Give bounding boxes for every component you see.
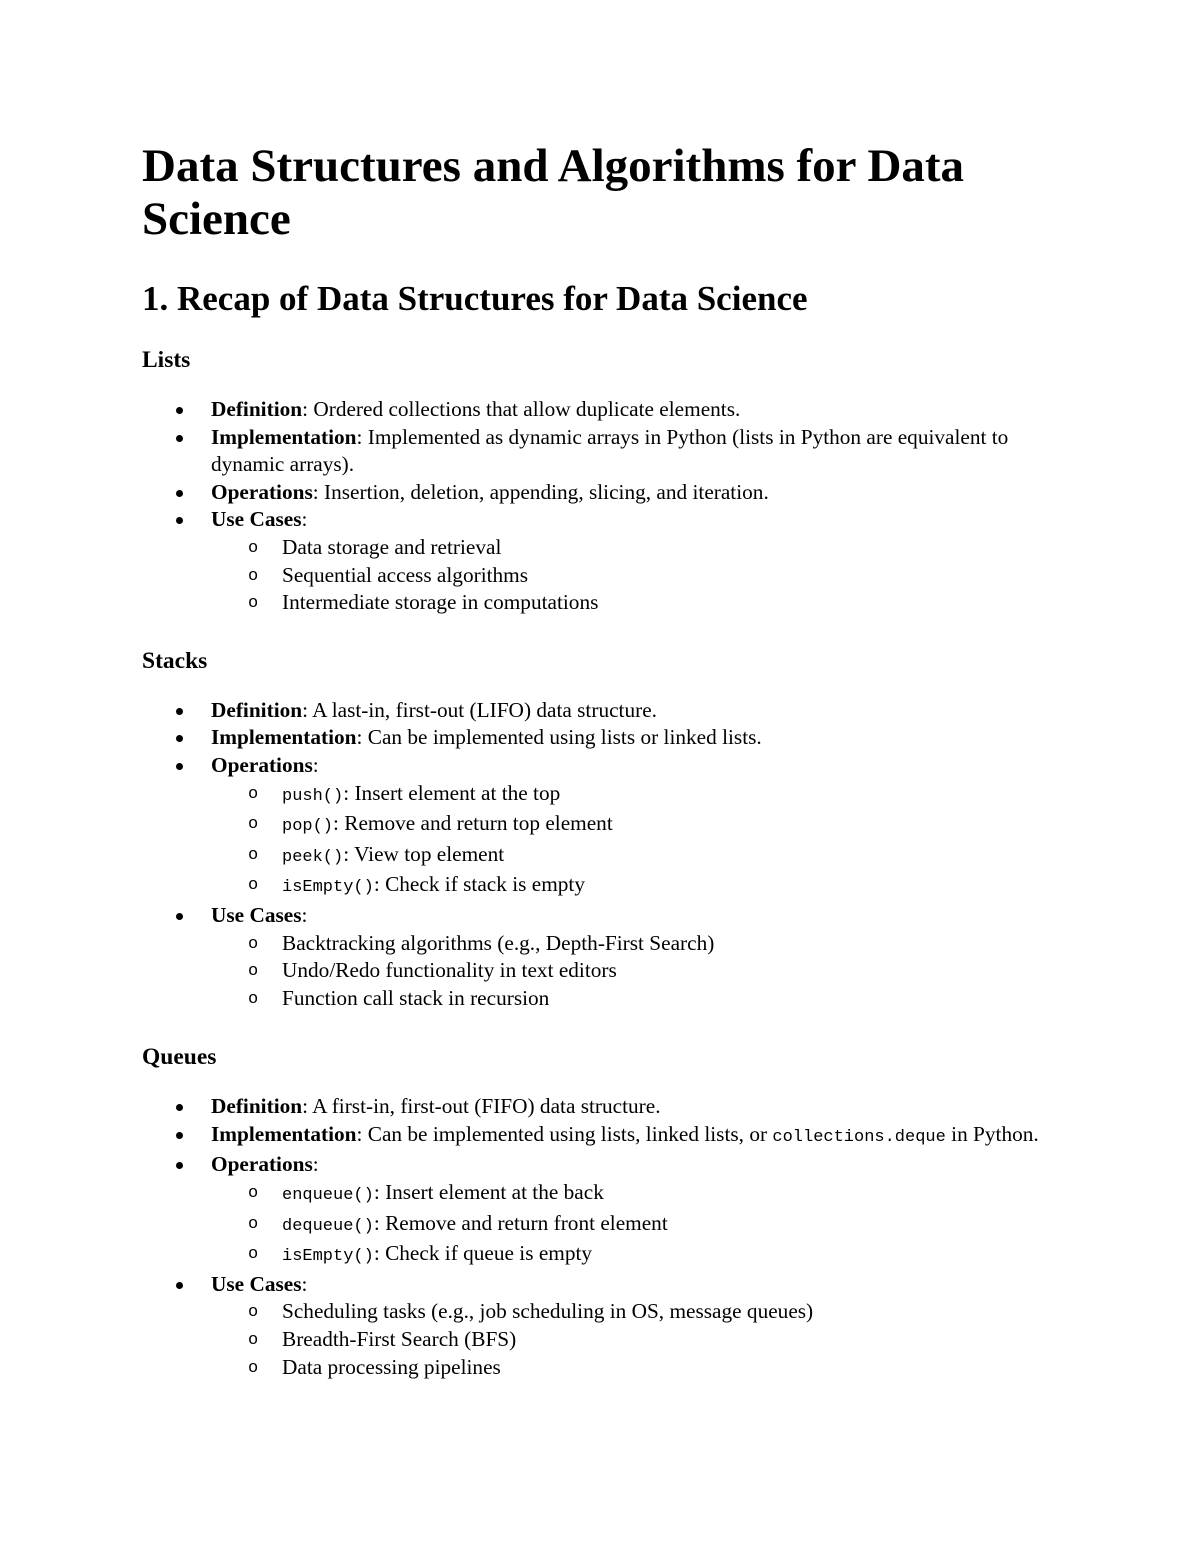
sub-list bbox=[211, 930, 1082, 1013]
sub-list-item: o Breadth-First Search (BFS) bbox=[211, 1326, 1082, 1354]
lists-heading: Lists bbox=[142, 347, 191, 373]
bullet-term: Implementation bbox=[211, 424, 357, 449]
bullet-text: : Insertion, deletion, appending, slicing, and iteration. bbox=[312, 479, 769, 504]
code-snippet: peek() bbox=[282, 847, 344, 867]
lists-section bbox=[142, 346, 1082, 617]
sub-list-item bbox=[211, 1240, 1082, 1271]
sub-list bbox=[211, 780, 1082, 902]
code-snippet: enqueue() bbox=[282, 1186, 374, 1206]
bullet-term: Operations bbox=[211, 479, 313, 504]
bullet-term: Use Cases bbox=[211, 1271, 302, 1296]
document-title bbox=[142, 140, 1082, 246]
bullet-term: Definition bbox=[211, 1094, 303, 1119]
bullet-text: : A first-in, first-out (FIFO) data structure. bbox=[302, 1094, 661, 1119]
sub-list-text: : Check if queue is empty bbox=[373, 1241, 593, 1266]
sub-list-item bbox=[211, 1210, 1082, 1241]
code-snippet: dequeue() bbox=[282, 1216, 374, 1236]
sub-list-item: o Undo/Redo functionality in text editors bbox=[211, 957, 1082, 985]
bullet-text: : bbox=[312, 752, 319, 777]
bullet-term: Operations bbox=[211, 1152, 313, 1177]
sub-list-item: o Scheduling tasks (e.g., job scheduling in OS, message queues) bbox=[211, 1298, 1082, 1326]
sub-list-item: o Data storage and retrieval bbox=[211, 534, 1082, 562]
stacks-section bbox=[142, 647, 1082, 1013]
stacks-bullets bbox=[142, 697, 1082, 1013]
bullet-text: : A last-in, first-out (LIFO) data structure. bbox=[302, 697, 657, 722]
sub-list-item bbox=[211, 1179, 1082, 1210]
sub-list-item bbox=[211, 810, 1082, 841]
sub-list-text: : Insert element at the top bbox=[343, 780, 561, 805]
sub-list-item bbox=[211, 780, 1082, 811]
sub-list bbox=[211, 1298, 1082, 1381]
bullet-text: in Python. bbox=[945, 1121, 1039, 1146]
stacks-heading: Stacks bbox=[142, 647, 208, 674]
sub-list-item: o Intermediate storage in computations bbox=[211, 589, 1082, 617]
code-snippet: isEmpty() bbox=[282, 1247, 374, 1267]
bullet-term: Definition bbox=[211, 397, 303, 421]
list-item bbox=[142, 697, 1082, 725]
list-item bbox=[142, 1151, 1082, 1270]
code-snippet: push() bbox=[282, 786, 344, 806]
code-snippet: collections.deque bbox=[772, 1127, 946, 1147]
list-item bbox=[142, 506, 1082, 616]
code-snippet: isEmpty() bbox=[282, 878, 374, 898]
bullet-text: : Implemented as dynamic arrays in Python (lists in Python are equivalent to dynamic arrays). bbox=[211, 424, 1009, 477]
bullet-term: Operations bbox=[211, 752, 313, 777]
bullet-text: : bbox=[301, 1271, 308, 1296]
list-item bbox=[142, 1093, 1082, 1121]
bullet-term: Use Cases bbox=[211, 902, 302, 927]
sub-list-item: o Backtracking algorithms (e.g., Depth-First Search) bbox=[211, 930, 1082, 958]
sub-list-item: o Sequential access algorithms bbox=[211, 562, 1082, 590]
sub-list-text: : Insert element at the back bbox=[373, 1180, 604, 1205]
lists-bullets bbox=[142, 396, 1082, 617]
section-title: 1. Recap of Data Structures for Data Science bbox=[142, 279, 808, 318]
document-page bbox=[142, 140, 1082, 1381]
queues-heading: Queues bbox=[142, 1044, 217, 1071]
bullet-text: : bbox=[301, 507, 308, 532]
bullet-term: Use Cases bbox=[211, 507, 302, 532]
bullet-term: Implementation bbox=[211, 1121, 357, 1146]
sub-list-text: : Check if stack is empty bbox=[373, 872, 585, 897]
list-item bbox=[142, 479, 1082, 507]
sub-list-item bbox=[211, 841, 1082, 872]
title-line-1: Data Structures and Algorithms for Data bbox=[142, 140, 965, 192]
sub-list-item: o Function call stack in recursion bbox=[211, 985, 1082, 1013]
bullet-text: : Can be implemented using lists, linked lists, or bbox=[356, 1121, 773, 1146]
title-line-2: Science bbox=[142, 193, 291, 245]
list-item bbox=[142, 724, 1082, 752]
bullet-text: : Can be implemented using lists or linked lists. bbox=[356, 725, 762, 750]
bullet-term: Implementation bbox=[211, 725, 357, 750]
bullet-text: : bbox=[312, 1152, 319, 1177]
sub-list-text: : Remove and return top element bbox=[333, 811, 613, 836]
sub-list-item: o Data processing pipelines bbox=[211, 1354, 1082, 1382]
list-item bbox=[142, 396, 1082, 424]
sub-list bbox=[211, 534, 1082, 617]
sub-list-item bbox=[211, 871, 1082, 902]
bullet-text: : Ordered collections that allow duplicate elements. bbox=[302, 397, 741, 421]
list-item bbox=[142, 902, 1082, 1012]
bullet-term: Definition bbox=[211, 697, 303, 722]
sub-list-text: : Remove and return front element bbox=[373, 1210, 668, 1235]
sub-list bbox=[211, 1179, 1082, 1271]
queues-bullets bbox=[142, 1093, 1082, 1381]
code-snippet: pop() bbox=[282, 817, 334, 837]
queues-section bbox=[142, 1043, 1082, 1381]
list-item bbox=[142, 424, 1082, 479]
list-item bbox=[142, 752, 1082, 902]
bullet-text: : bbox=[301, 902, 308, 927]
list-item bbox=[142, 1121, 1082, 1152]
sub-list-text: : View top element bbox=[343, 841, 505, 866]
list-item bbox=[142, 1271, 1082, 1381]
